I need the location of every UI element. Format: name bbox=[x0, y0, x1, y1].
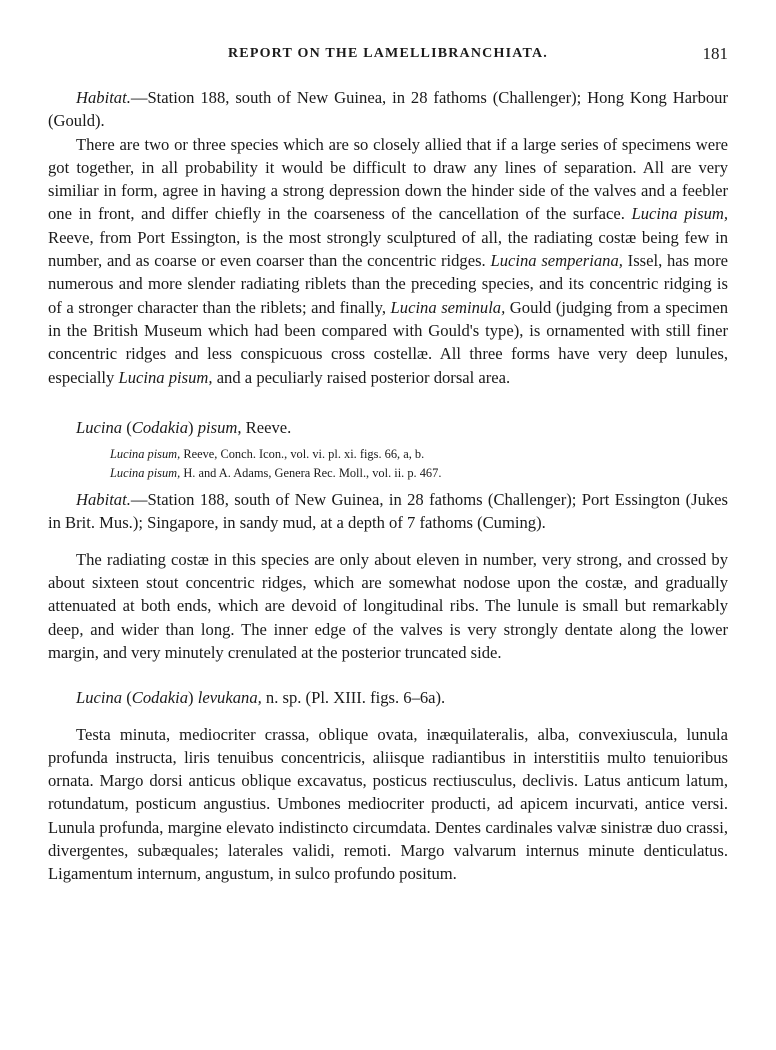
heading-punct: ( bbox=[122, 417, 132, 437]
reference-line bbox=[110, 445, 728, 464]
description-paragraph: The radiating costæ in this species are only about eleven in number, very strong, and crossed by about sixteen stout concentric ridges, which are somewhat nodose upon the costæ, and gradually attenuated at both ends, which are devoid of longitudinal ribs. The lunule is small but remarkably deep, and wider than long. The inner edge of the valves is very strongly dentate along the lower margin, and very minutely crenulated at the posterior truncated side. bbox=[48, 549, 728, 662]
synonymy-references bbox=[110, 445, 728, 483]
heading-punct: ) bbox=[188, 417, 198, 437]
reference-line bbox=[110, 464, 728, 483]
discussion-text: Issel, has more numerous and more slender radiating riblets than the preceding species, and its concentric ridging is of a stronger character than the riblets; and finally, bbox=[48, 251, 728, 317]
discussion-paragraph bbox=[48, 133, 728, 389]
discussion-text: and a peculiarly raised posterior dorsal area. bbox=[212, 367, 511, 387]
page-header bbox=[48, 44, 728, 68]
reference-name: Lucina pisum, bbox=[110, 466, 181, 481]
species-epithet: pisum bbox=[197, 417, 238, 437]
species-heading-levukana bbox=[48, 686, 728, 709]
heading-author: , Reeve. bbox=[237, 417, 292, 437]
discussion-text: There are two or three species which are so closely allied that if a large series of specimens were got together, in all probability it would be difficult to draw any lines of separation. All are very similiar in form, agree in having a strong depression down the hinder side of the valves and a feebler one in front, and differ chiefly in the coarseness of the cancellation of the surface. bbox=[48, 134, 728, 224]
habitat-text: —Station 188, south of New Guinea, in 28 fathoms (Challenger); Port Essington (Jukes in Brit. Mus.); Singapore, in sandy mud, at a depth of 7 fathoms (Cuming). bbox=[48, 490, 728, 533]
running-title: REPORT ON THE LAMELLIBRANCHIATA. bbox=[227, 46, 549, 61]
reference-citation: Reeve, Conch. Icon., vol. vi. pl. xi. figs. 66, a, b. bbox=[180, 447, 425, 462]
habitat-text: —Station 188, south of New Guinea, in 28 fathoms (Challenger); Hong Kong Harbour (Gould). bbox=[48, 88, 728, 131]
habitat-label: Habitat. bbox=[76, 88, 131, 107]
species-name: Lucina pisum, bbox=[118, 367, 213, 387]
latin-diagnosis: Testa minuta, mediocriter crassa, oblique ovata, inæquilateralis, alba, convexiuscula, lunula profunda instructa, liris tenuibus concentricis, aliisque radiantibus in interstitiis multo tenuioribus ornata. Margo dorsi anticus oblique excavatus, posticus rectiusculus, declivis. Latus anticum latum, rotundatum, posticum angustius. Umbones mediocriter producti, ad apicem incurvati, antice versi. Lunula profunda, margine elevato indistincto circumdata. Dentes cardinales valvæ sinistræ duo crassi, divergentes, subæquales; laterales validi, remoti. Margo valvarum internus minute denticulatus. Ligamentum internum, angustum, in sulco profundo positum. bbox=[48, 724, 728, 884]
discussion-text: Gould (judging from a specimen in the British Museum which had been compared with Gould's type), is ornamented with still finer concentric ridges and less conspicuous cross costellæ. All three forms have very deep lunules, especially bbox=[48, 297, 728, 387]
genus-name: Lucina bbox=[76, 417, 123, 437]
species-epithet: levukana, bbox=[197, 688, 262, 708]
heading-punct: ( bbox=[122, 688, 132, 708]
species-name: Lucina pisum, bbox=[631, 204, 728, 224]
reference-citation: H. and A. Adams, Genera Rec. Moll., vol. ii. p. 467. bbox=[180, 466, 442, 481]
heading-punct: ) bbox=[188, 688, 198, 708]
reference-name: Lucina pisum, bbox=[110, 447, 181, 462]
habitat-paragraph-1 bbox=[48, 86, 728, 133]
habitat-paragraph-2 bbox=[48, 488, 728, 535]
species-name: Lucina seminula, bbox=[390, 297, 506, 317]
habitat-label: Habitat. bbox=[76, 490, 131, 510]
heading-rest: n. sp. (Pl. XIII. figs. 6–6a). bbox=[261, 688, 446, 708]
discussion-text: Reeve, from Port Essington, is the most strongly sculptured of all, the radiating costæ being few in number, and as coarse or even coarser than the concentric ridges. bbox=[48, 227, 728, 271]
species-heading-pisum bbox=[48, 416, 728, 439]
subgenus-name: Codakia bbox=[131, 688, 189, 708]
page-body bbox=[48, 86, 728, 886]
page-number: 181 bbox=[702, 44, 728, 63]
subgenus-name: Codakia bbox=[131, 417, 189, 437]
genus-name: Lucina bbox=[76, 688, 123, 708]
species-name: Lucina semperiana, bbox=[490, 251, 623, 271]
